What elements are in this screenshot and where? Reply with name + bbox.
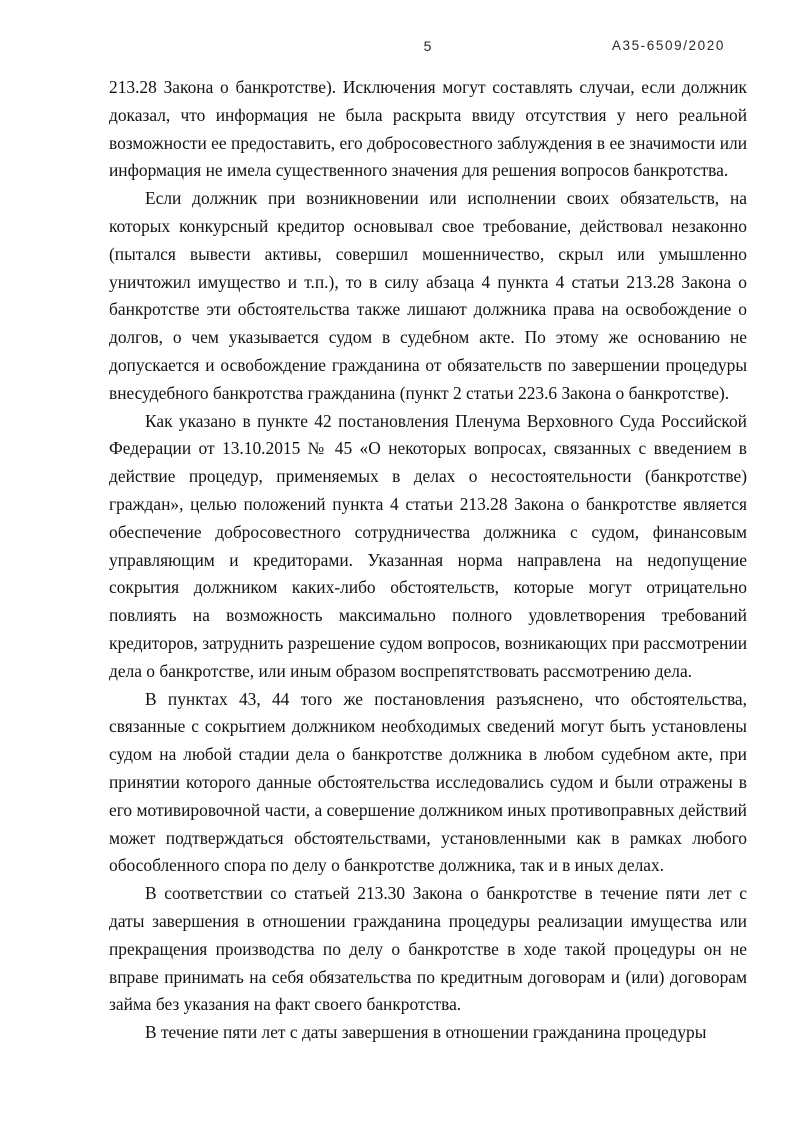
body-paragraph: В соответствии со статьей 213.30 Закона о банкротстве в течение пяти лет с даты завершения в отношении гражданина процедуры реализации имущества или прекращения производства по делу о банкротстве в ходе такой процедуры он не вправе принимать на себя обязательства по кредитным договорам и (или) договорам займа без указания на факт своего банкротства. <box>109 883 747 1015</box>
body-paragraph: В пунктах 43, 44 того же постановления разъяснено, что обстоятельства, связанные с сокрытием должником необходимых сведений могут быть установлены судом на любой стадии дела о банкротстве должника в любом судебном акте, при принятии которого данные обстоятельства исследовались судом и были отражены в его мотивировочной части, а совершение должником иных противоправных действий может подтверждаться обстоятельствами, установленными как в рамках любого обособленного спора по делу о банкротстве должника, так и в иных делах. <box>109 688 747 876</box>
case-number: А35-6509/2020 <box>611 38 725 53</box>
document-body <box>109 74 747 1047</box>
body-paragraph: В течение пяти лет с даты завершения в отношении гражданина процедуры <box>145 1022 707 1043</box>
page-header <box>109 38 747 58</box>
body-paragraph: Если должник при возникновении или исполнении своих обязательств, на которых конкурсный кредитор основывал свое требование, действовал незаконно (пытался вывести активы, совершил мошенничество, скрыл или умышленно уничтожил имущество и т.п.), то в силу абзаца 4 пункта 4 статьи 213.28 Закона о банкротстве эти обстоятельства также лишают должника права на освобождение о долгов, о чем указывается судом в судебном акте. По этому же основанию не допускается и освобождение гражданина от обязательств по завершении процедуры внесудебного банкротства гражданина (пункт 2 статьи 223.6 Закона о банкротстве). <box>109 188 747 403</box>
body-paragraph: Как указано в пункте 42 постановления Пленума Верховного Суда Российской Федерации от 13.10.2015 № 45 «О некоторых вопросах, связанных с введением в действие процедур, применяемых в делах о несостоятельности (банкротстве) граждан», целью положений пункта 4 статьи 213.28 Закона о банкротстве является обеспечение добросовестного сотрудничества должника с судом, финансовым управляющим и кредиторами. Указанная норма направлена на недопущение сокрытия должником каких-либо обстоятельств, которые могут отрицательно повлиять на возможность максимально полного удовлетворения требований кредиторов, затруднить разрешение судом вопросов, возникающих при рассмотрении дела о банкротстве, или иным образом воспрепятствовать рассмотрению дела. <box>109 410 747 681</box>
page-number: 5 <box>423 38 433 54</box>
body-paragraph: 213.28 Закона о банкротстве). Исключения могут составлять случаи, если должник доказал, что информация не была раскрыта ввиду отсутствия у него реальной возможности ее предоставить, его добросовестного заблуждения в ее значимости или информация не имела существенного значения для решения вопросов банкротства. <box>109 77 747 181</box>
